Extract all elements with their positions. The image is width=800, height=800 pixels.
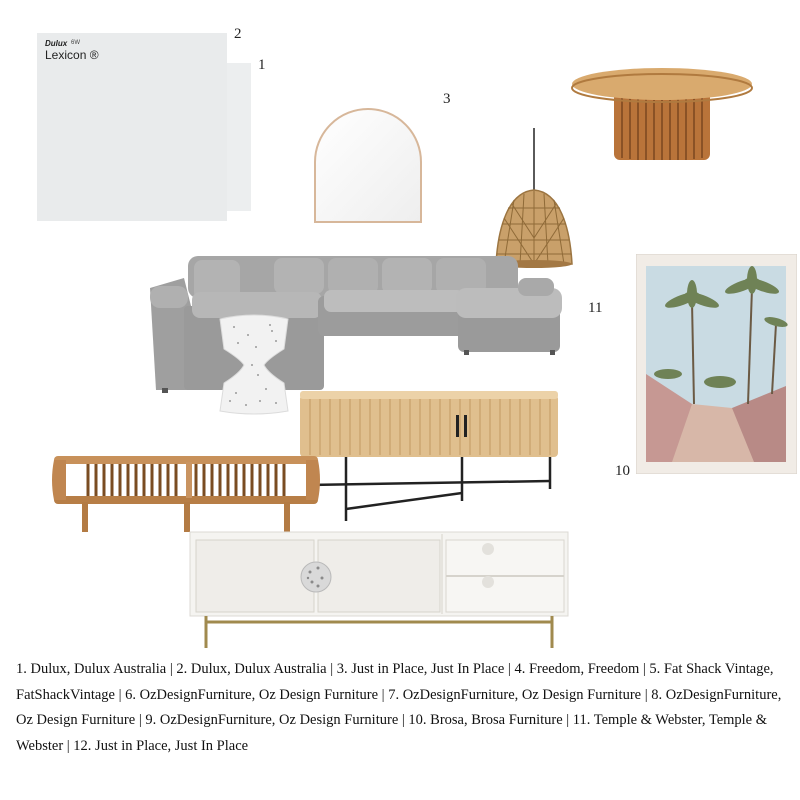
- product-credits-caption: 1. Dulux, Dulux Australia | 2. Dulux, Dulux Australia | 3. Just in Place, Just In Place | 4. Freedom, Freedom | 5. Fat Shack Vintage, FatShackVintage | 6. OzDesignFurniture, Oz Design Furniture | 7. OzDesignFurniture, Oz Design Furniture | 8. OzDesignFurniture, Oz Design Furniture | 9. OzDesignFurniture, Oz Design Furniture | 10. Brosa, Brosa Furniture | 11. Temple & Webster, Temple & Webster | 12. Just in Place, Just In Place: [16, 661, 782, 754]
- item-number-2: 2: [234, 26, 242, 42]
- item-number-3: 3: [443, 91, 451, 107]
- item-number-10: 10: [615, 463, 630, 479]
- arch-mirror-image: [312, 106, 424, 226]
- swatch-code: 6W: [71, 40, 80, 46]
- swatch-color-name: Lexicon ®: [45, 48, 99, 62]
- grey-sectional-sofa-image: [148, 250, 566, 395]
- round-coffee-table-image: [570, 64, 754, 164]
- item-number-1: 1: [258, 57, 266, 73]
- fluted-timber-tv-unit-image: [296, 389, 562, 523]
- item-number-11: 11: [588, 300, 603, 316]
- paint-swatch-2: [225, 63, 251, 211]
- white-tv-unit-image: [188, 530, 570, 652]
- slatted-timber-console-image: [52, 452, 320, 534]
- terrazzo-side-table-image: [216, 313, 292, 416]
- palm-lane-framed-print-image: [636, 254, 797, 474]
- paint-swatch-1: [37, 33, 227, 221]
- swatch-brand: Dulux: [45, 39, 68, 48]
